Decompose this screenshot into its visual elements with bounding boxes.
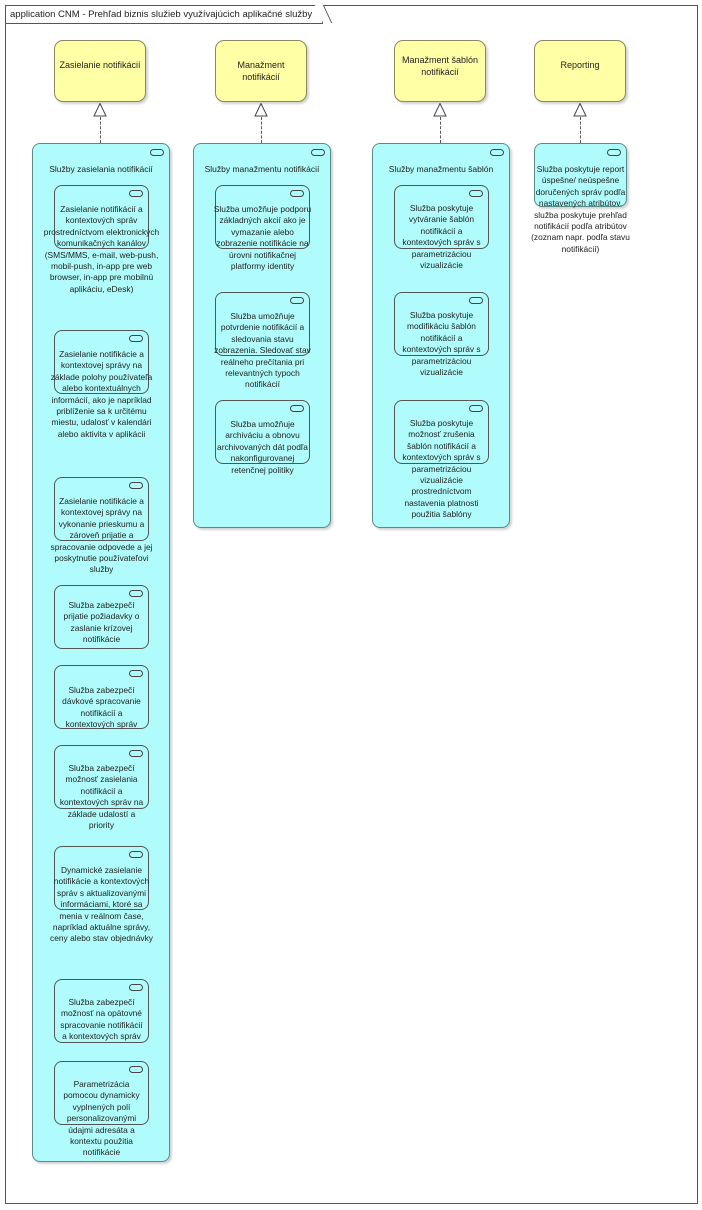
diagram-title: application CNM - Prehľad biznis služieb využívajúcich aplikačné služby	[6, 6, 323, 24]
service-item[interactable]	[394, 292, 489, 378]
app-service-icon	[311, 149, 325, 156]
business-service-zasielanie[interactable]	[54, 40, 146, 102]
service-item[interactable]	[50, 330, 153, 439]
service-item-text: Služba zabezpečí možnosť na opätovné spracovanie notifikácií a kontextových správ	[60, 997, 143, 1042]
service-item-text: Zasielanie notifikácií a kontextových správ prostredníctvom elektronických komunikačných kanálov (SMS/MMS, e-mail, web-push, mobil-push, in-app pre web browser, in-app pre mobilnú aplikáciu, eDesk)	[43, 204, 160, 294]
realization-line	[440, 117, 441, 143]
group-title: Služby manažmentu šablón	[388, 164, 494, 174]
group-title: Služby zasielania notifikácií	[49, 164, 153, 174]
service-item-text: Služba zabezpečí možnosť zasielania notifikácií a kontextových správ na základe udalostí a priority	[59, 763, 144, 831]
realization-line	[100, 117, 101, 143]
service-item[interactable]	[394, 400, 489, 520]
business-service-manazment-notifikacii[interactable]	[215, 40, 307, 102]
app-service-icon	[290, 405, 304, 412]
app-service-icon	[607, 149, 621, 156]
service-item[interactable]	[54, 665, 149, 729]
group-zasielanie-notifikacii[interactable]	[32, 143, 170, 1162]
app-service-icon	[469, 405, 483, 412]
app-service-icon	[129, 1066, 143, 1073]
service-item-text: Zasielanie notifikácie a kontextovej správy na vykonanie prieskumu a zároveň prijatie a spracovanie odpovede a jej poskytnutie používateľovi služby	[50, 496, 153, 575]
service-item[interactable]	[54, 979, 149, 1043]
service-item-text: Služba poskytuje modifikáciu šablón notifikácií a kontextových správ s parametrizáciou vizualizácie	[402, 310, 481, 378]
service-item[interactable]	[215, 400, 310, 475]
group-manazment-notifikacii[interactable]	[193, 143, 331, 528]
app-service-icon	[129, 851, 143, 858]
business-service-label: Zasielanie notifikácií	[59, 60, 141, 70]
service-item[interactable]	[54, 1061, 149, 1158]
business-service-reporting[interactable]	[534, 40, 626, 102]
business-service-label: Reporting	[560, 60, 600, 70]
reporting-service-text: Služba poskytuje report úspešne/ neúspešne doručených správ podľa nastavených atribútov. služba poskytuje prehľad notifikácií podľa atribútov (zoznam napr. podľa stavu notifikácií)	[531, 164, 630, 254]
service-item[interactable]	[43, 185, 160, 294]
app-service-icon	[129, 190, 143, 197]
realization-line	[580, 117, 581, 143]
app-service-icon	[129, 482, 143, 489]
app-service-icon	[469, 297, 483, 304]
service-item[interactable]	[213, 185, 312, 272]
business-service-label: Manažment notifikácií	[237, 60, 285, 82]
realization-line	[261, 117, 262, 143]
service-item[interactable]	[214, 292, 311, 390]
service-item-text: Služba umožňuje potvrdenie notifikácií a sledovania stavu zobrazenia. Sledovať stav reálneho prečítania pri relevantných typoch notifikácií	[214, 311, 311, 390]
app-service-icon	[129, 670, 143, 677]
app-service-icon	[129, 984, 143, 991]
service-item-text: Zasielanie notifikácie a kontextovej správy na základe polohy používateľa alebo kontextuálnych informácií, ako je napríklad priblíženie sa k určitému miestu, udalosť v kalendári alebo aktivita v aplikácii	[50, 349, 153, 439]
app-service-icon	[129, 590, 143, 597]
service-item-text: Služba poskytuje možnosť zrušenia šablón notifikácií a kontextových správ s parametrizáciou vizualizácie prostredníctvom nastavenia platnosti použitia šablóny	[402, 418, 481, 520]
app-service-icon	[290, 297, 304, 304]
business-service-manazment-sablon[interactable]	[394, 40, 486, 102]
group-manazment-sablon[interactable]	[372, 143, 510, 528]
service-item-text: Služba zabezpečí prijatie požiadavky o zaslanie krízovej notifikácie	[63, 600, 140, 645]
business-service-label: Manažment šablón notifikácií	[401, 55, 479, 77]
app-service-icon	[129, 335, 143, 342]
service-item[interactable]	[54, 585, 149, 649]
service-item-text: Parametrizácia pomocou dynamicky vyplnených polí personalizovanými údajmi adresáta a kontextu použitia notifikácie	[63, 1079, 140, 1158]
app-service-icon	[469, 190, 483, 197]
service-item-text: Služba umožňuje archiváciu a obnovu archivovaných dát podľa nakonfigurovanej retenčnej politiky	[217, 419, 308, 475]
reporting-service[interactable]	[531, 143, 630, 254]
service-item-text: Služba zabezpečí dávkové spracovanie notifikácií a kontextových správ	[62, 685, 141, 730]
service-item[interactable]	[50, 477, 153, 575]
service-item[interactable]	[54, 745, 149, 831]
app-service-icon	[129, 750, 143, 757]
service-item-text: Služba umožňuje podporu základných akcií ako je vymazanie alebo zobrazenie notifikácie na úrovni notifikačnej platformy identity	[213, 204, 312, 272]
app-service-icon	[490, 149, 504, 156]
service-item-text: Dynamické zasielanie notifikácie a kontextových správ s aktualizovanými informáciami, ktoré sa menia v reálnom čase, napríklad aktuálne správy, ceny alebo stav objednávky	[50, 865, 153, 944]
service-item[interactable]	[394, 185, 489, 271]
app-service-icon	[290, 190, 304, 197]
service-item-text: Služba poskytuje vytváranie šablón notifikácií a kontextových správ s parametrizáciou vizualizácie	[402, 203, 481, 271]
group-title: Služby manažmentu notifikácií	[204, 164, 320, 174]
app-service-icon	[150, 149, 164, 156]
service-item[interactable]	[50, 846, 153, 944]
